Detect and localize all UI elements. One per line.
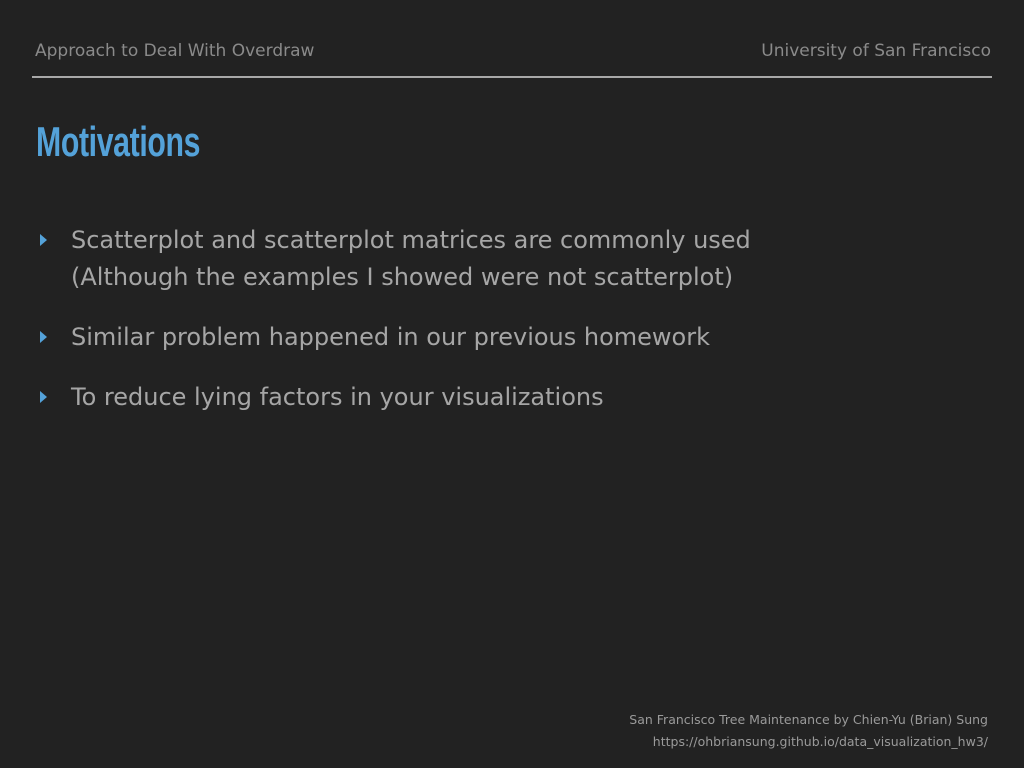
footer-credit: San Francisco Tree Maintenance by Chien-Yu (Brian) Sung: [629, 712, 988, 727]
bullet-line: Scatterplot and scatterplot matrices are commonly used: [71, 226, 751, 254]
bullet-list: [40, 222, 1000, 439]
bullet-line: (Although the examples I showed were not scatterplot): [71, 263, 734, 291]
triangle-bullet-icon: [40, 331, 47, 343]
footer-url[interactable]: https://ohbriansung.github.io/data_visualization_hw3/: [652, 734, 988, 749]
bullet-item: [40, 379, 1000, 416]
institution-header: University of San Francisco: [761, 41, 991, 61]
bullet-text: [71, 222, 751, 296]
header-divider: [32, 76, 992, 78]
bullet-item: [40, 222, 1000, 296]
bullet-item: [40, 319, 1000, 356]
bullet-text: [71, 319, 710, 356]
triangle-bullet-icon: [40, 391, 47, 403]
bullet-line: Similar problem happened in our previous homework: [71, 323, 710, 351]
slide-section-header: Approach to Deal With Overdraw: [35, 41, 315, 61]
bullet-line: To reduce lying factors in your visualizations: [71, 383, 604, 411]
triangle-bullet-icon: [40, 234, 47, 246]
bullet-text: [71, 379, 604, 416]
slide-title: Motivations: [36, 118, 201, 165]
